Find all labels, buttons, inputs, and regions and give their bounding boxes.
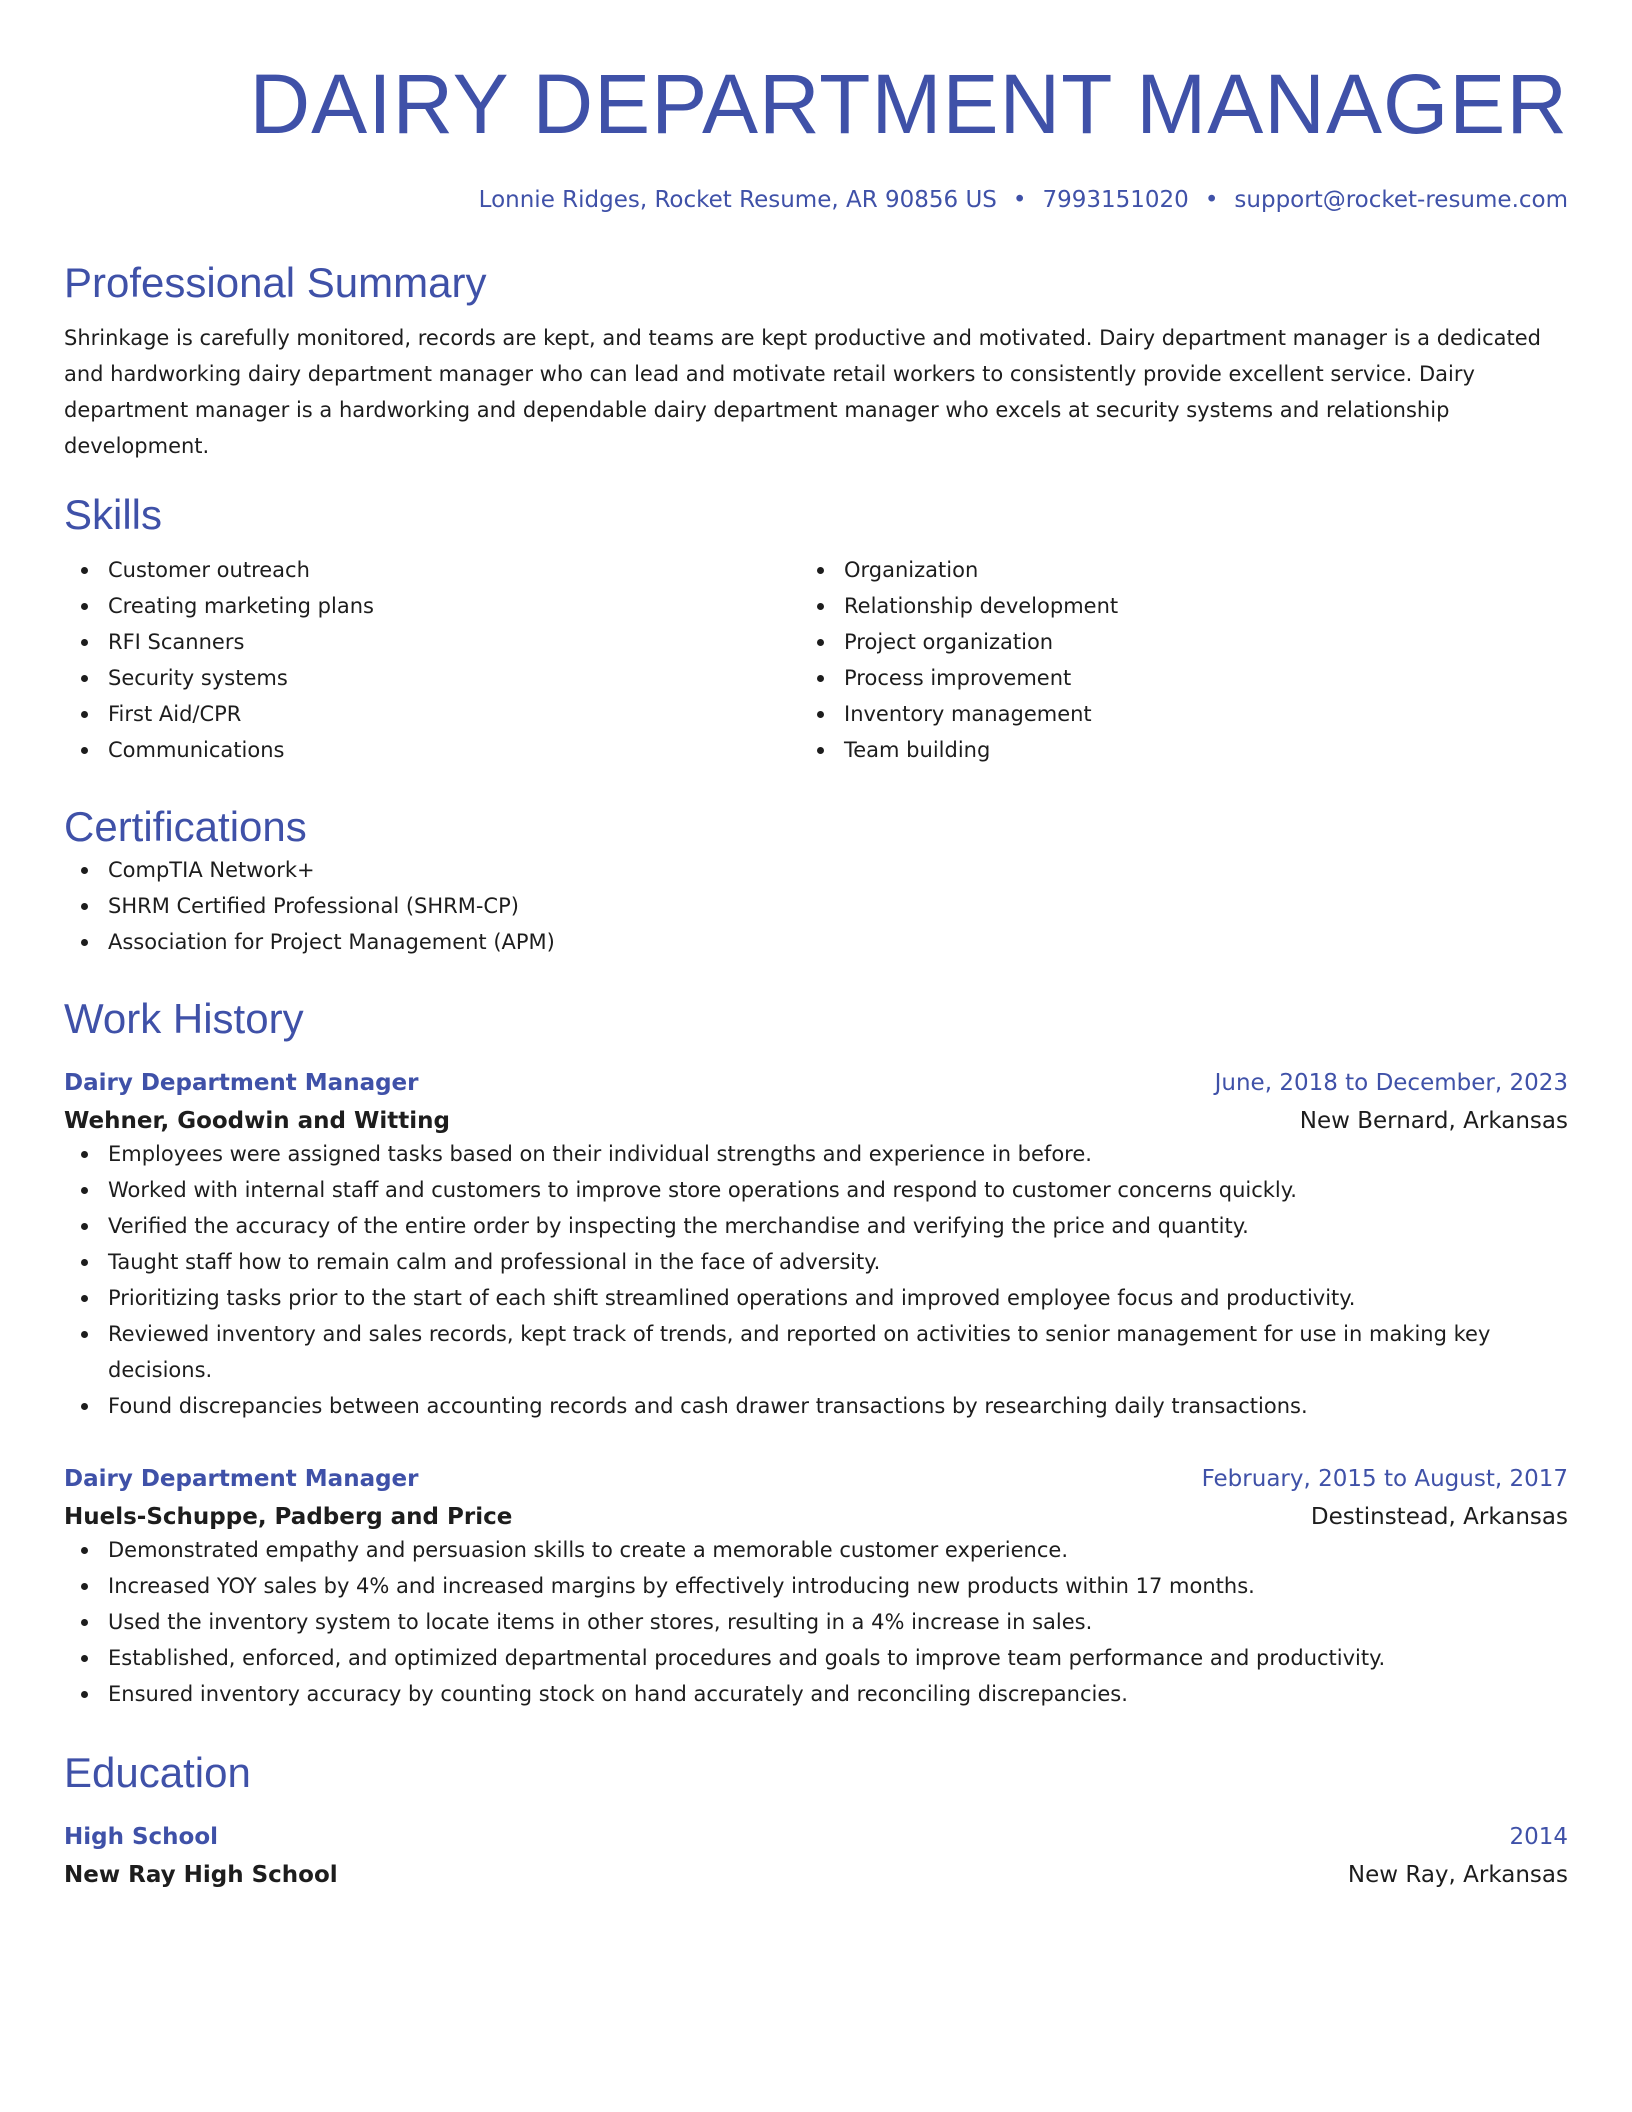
job-entry: [64, 1464, 1568, 1712]
skill-item: Security systems: [64, 660, 800, 696]
summary-heading: Professional Summary: [64, 259, 487, 306]
job-duties-list: [64, 1136, 1568, 1424]
skill-item: Inventory management: [800, 696, 1536, 732]
skill-item: Relationship development: [800, 588, 1536, 624]
job-location: Destinstead, Arkansas: [1310, 1504, 1568, 1530]
skill-item: Customer outreach: [64, 552, 800, 588]
job-duties-list: [64, 1532, 1568, 1712]
certification-item: CompTIA Network+: [64, 852, 1568, 888]
education-school-row: [64, 1860, 1568, 1890]
work-history-heading: Work History: [64, 995, 304, 1042]
job-duty-item: Used the inventory system to locate items in other stores, resulting in a 4% increase in sales.: [64, 1604, 1568, 1640]
resume-header: [64, 56, 1568, 214]
education-degree: High School: [64, 1824, 219, 1850]
job-dates: June, 2018 to December, 2023: [1214, 1070, 1568, 1096]
skill-item: First Aid/CPR: [64, 696, 800, 732]
skills-list-right: [800, 552, 1536, 768]
job-company-row: [64, 1106, 1568, 1136]
job-duty-item: Increased YOY sales by 4% and increased margins by effectively introducing new products within 17 months.: [64, 1568, 1568, 1604]
skills-section: [64, 490, 1568, 768]
skills-heading: Skills: [64, 491, 163, 538]
certifications-heading: Certifications: [64, 803, 307, 850]
skill-item: Organization: [800, 552, 1536, 588]
job-duty-item: Worked with internal staff and customers to improve store operations and respond to customer concerns quickly.: [64, 1172, 1568, 1208]
education-school: New Ray High School: [64, 1862, 338, 1888]
job-company: Wehner, Goodwin and Witting: [64, 1108, 450, 1134]
skill-item: Communications: [64, 732, 800, 768]
job-duty-item: Established, enforced, and optimized departmental procedures and goals to improve team performance and productivity.: [64, 1640, 1568, 1676]
job-duty-item: Verified the accuracy of the entire order by inspecting the merchandise and verifying the price and quantity.: [64, 1208, 1568, 1244]
job-duty-item: Demonstrated empathy and persuasion skills to create a memorable customer experience.: [64, 1532, 1568, 1568]
certification-item: SHRM Certified Professional (SHRM-CP): [64, 888, 1568, 924]
education-location: New Ray, Arkansas: [1347, 1862, 1568, 1888]
education-section: [64, 1748, 1568, 1890]
certifications-list: [64, 852, 1568, 960]
education-degree-row: [64, 1822, 1568, 1852]
contact-address: Lonnie Ridges, Rocket Resume, AR 90856 US: [478, 187, 997, 213]
job-duty-item: Prioritizing tasks prior to the start of each shift streamlined operations and improved employee focus and productivity.: [64, 1280, 1568, 1316]
job-dates: February, 2015 to August, 2017: [1201, 1466, 1568, 1492]
job-role: Dairy Department Manager: [64, 1070, 419, 1096]
certifications-section: [64, 802, 1568, 960]
skills-list-left: [64, 552, 800, 768]
contact-separator: •: [1204, 187, 1219, 213]
skill-item: Project organization: [800, 624, 1536, 660]
contact-phone: 7993151020: [1042, 187, 1189, 213]
education-entry: [64, 1822, 1568, 1890]
skill-item: Creating marketing plans: [64, 588, 800, 624]
skills-columns: [64, 552, 1568, 768]
skill-item: RFI Scanners: [64, 624, 800, 660]
job-title: DAIRY DEPARTMENT MANAGER: [249, 57, 1568, 151]
job-duty-item: Taught staff how to remain calm and professional in the face of adversity.: [64, 1244, 1568, 1280]
job-company: Huels-Schuppe, Padberg and Price: [64, 1504, 513, 1530]
contact-separator: •: [1012, 187, 1027, 213]
contact-email: support@rocket-resume.com: [1234, 187, 1568, 213]
skill-item: Team building: [800, 732, 1536, 768]
skill-item: Process improvement: [800, 660, 1536, 696]
job-location: New Bernard, Arkansas: [1299, 1108, 1568, 1134]
contact-line: [64, 186, 1568, 214]
job-duty-item: Ensured inventory accuracy by counting stock on hand accurately and reconciling discrepancies.: [64, 1676, 1568, 1712]
summary-section: [64, 258, 1568, 464]
job-duty-item: Found discrepancies between accounting records and cash drawer transactions by researching daily transactions.: [64, 1388, 1568, 1424]
education-year: 2014: [1509, 1824, 1568, 1850]
job-duty-item: Reviewed inventory and sales records, kept track of trends, and reported on activities to senior management for use in making key decisions.: [64, 1316, 1568, 1388]
summary-text: Shrinkage is carefully monitored, records are kept, and teams are kept productive and motivated. Dairy department manager is a dedicated and hardworking dairy department manager who can lead and motivate retail workers to consistently provide excellent service. Dairy department manager is a hardworking and dependable dairy department manager who excels at security systems and relationship development.: [64, 326, 1542, 458]
job-title-row: [64, 1464, 1568, 1494]
work-history-section: [64, 994, 1568, 1712]
job-entry: [64, 1068, 1568, 1424]
education-heading: Education: [64, 1749, 251, 1796]
job-company-row: [64, 1502, 1568, 1532]
certification-item: Association for Project Management (APM): [64, 924, 1568, 960]
job-duty-item: Employees were assigned tasks based on their individual strengths and experience in before.: [64, 1136, 1568, 1172]
job-role: Dairy Department Manager: [64, 1466, 419, 1492]
job-title-row: [64, 1068, 1568, 1098]
